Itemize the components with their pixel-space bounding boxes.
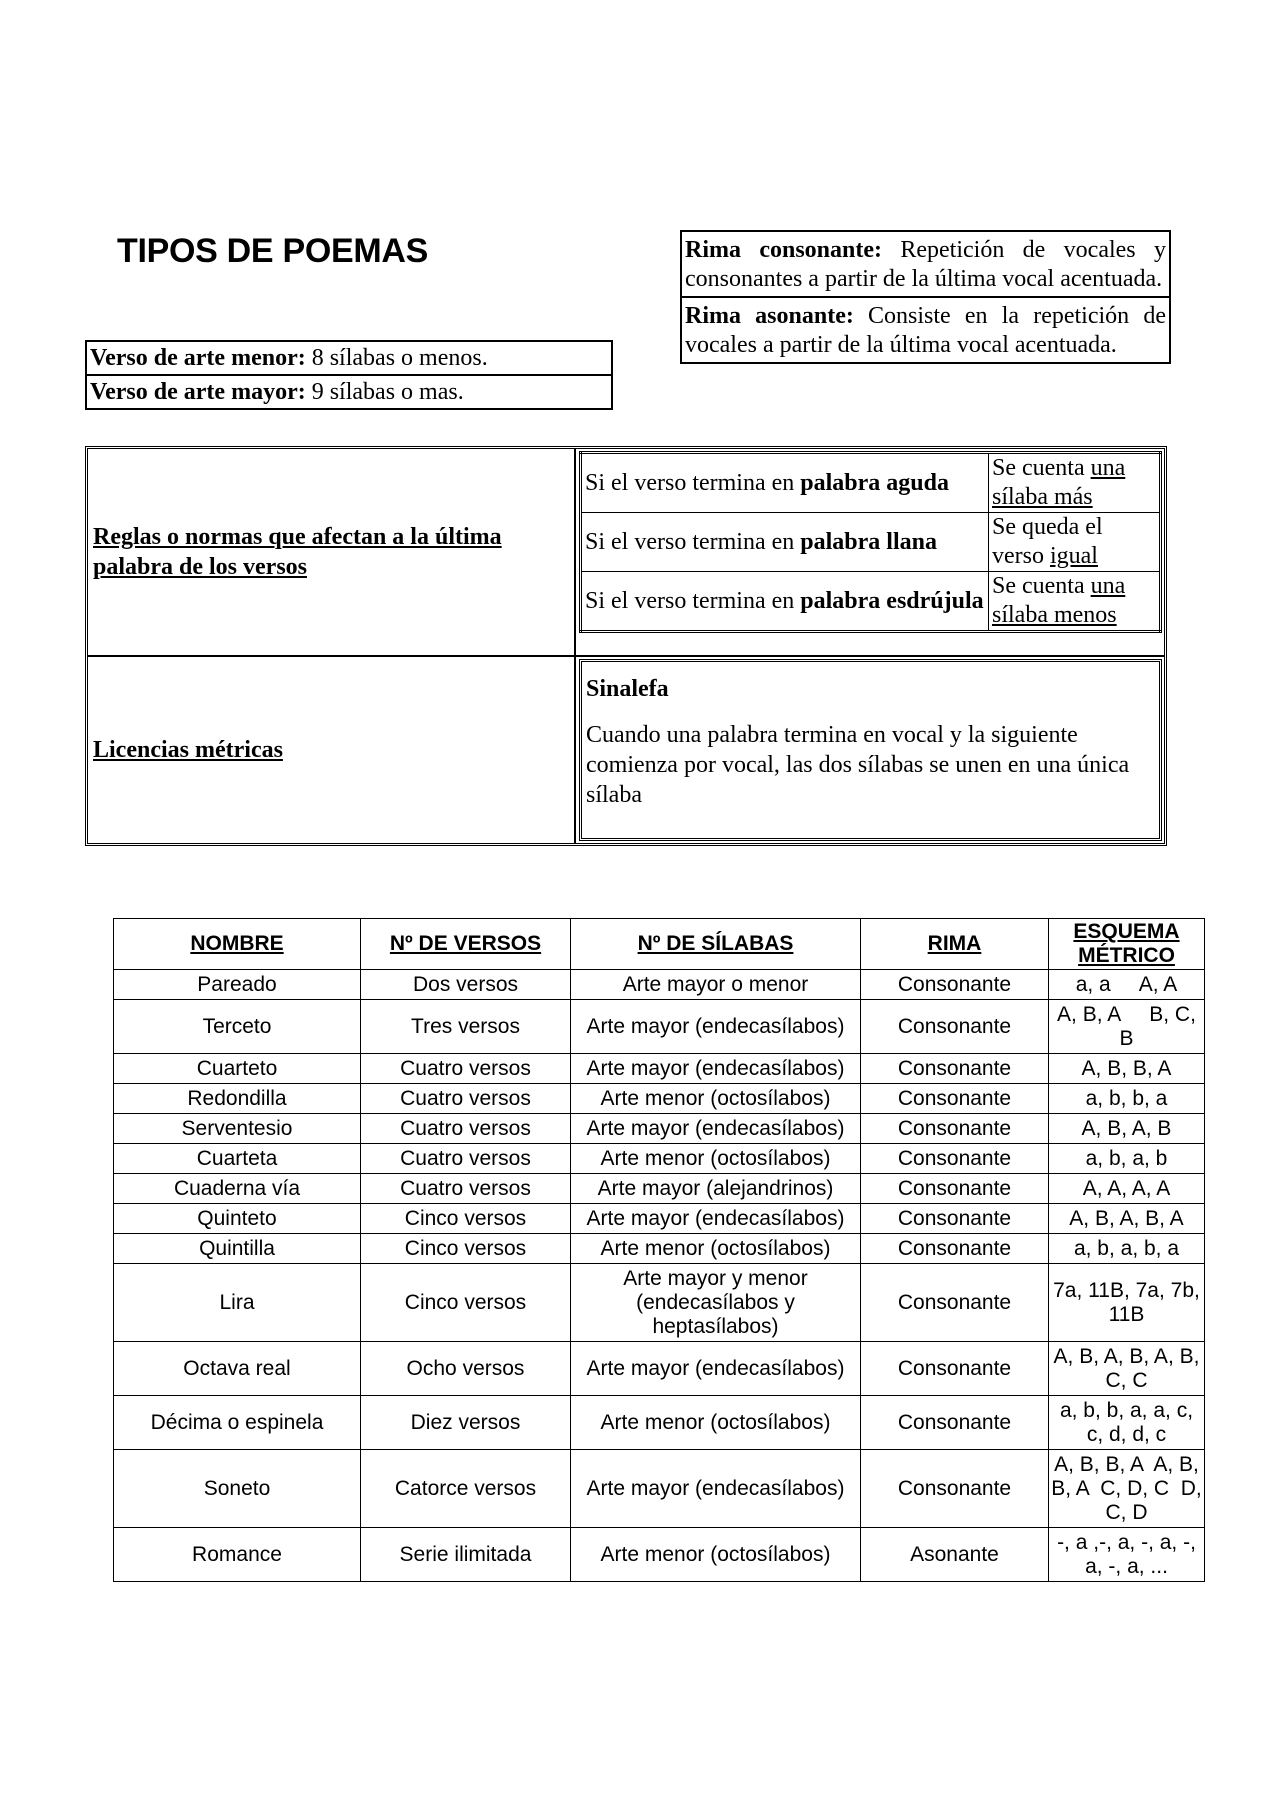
- table-row: [114, 1264, 1205, 1342]
- cell-nombre: Lira: [114, 1264, 361, 1342]
- col-header-rima: RIMA: [861, 919, 1049, 970]
- rule-row: [581, 572, 1161, 632]
- rule-result: Se queda el verso: [992, 514, 1103, 569]
- page-title: TIPOS DE POEMAS: [117, 232, 428, 270]
- rule-result: Se cuenta: [992, 455, 1091, 481]
- table-row: [114, 1450, 1205, 1528]
- cell-nombre: Décima o espinela: [114, 1396, 361, 1450]
- table-row: [114, 1234, 1205, 1264]
- cell-nombre: Romance: [114, 1528, 361, 1582]
- rhyme-text: Consiste en la repetición de vocales a partir de la última vocal acentuada.: [685, 303, 1166, 358]
- rule-word-type: palabra aguda: [800, 469, 949, 496]
- table-row: [114, 970, 1205, 1000]
- rules-subtable: [579, 451, 1162, 633]
- verse-type-label: Verso de arte mayor:: [90, 379, 306, 405]
- rule-row: [581, 513, 1161, 572]
- cell-nombre: Redondilla: [114, 1084, 361, 1114]
- cell-silabas: Arte mayor (endecasílabos): [571, 1000, 861, 1054]
- table-row: [114, 1528, 1205, 1582]
- rhyme-types-box: [680, 230, 1171, 364]
- cell-esquema: A, B, A, B, A: [1049, 1204, 1205, 1234]
- cell-nombre: Quinteto: [114, 1204, 361, 1234]
- cell-versos: Cinco versos: [361, 1204, 571, 1234]
- poem-types-body: [114, 970, 1208, 1582]
- cell-nombre: Serventesio: [114, 1114, 361, 1144]
- cell-silabas: Arte mayor (endecasílabos): [571, 1054, 861, 1084]
- cell-nombre: Pareado: [114, 970, 361, 1000]
- poem-types-table: [113, 918, 1208, 1582]
- cell-versos: Ocho versos: [361, 1342, 571, 1396]
- cell-versos: Cuatro versos: [361, 1174, 571, 1204]
- licenses-heading: Licencias métricas: [93, 737, 283, 763]
- cell-silabas: Arte menor (octosílabos): [571, 1396, 861, 1450]
- table-row: [114, 1000, 1205, 1054]
- cell-versos: Serie ilimitada: [361, 1528, 571, 1582]
- rules-heading: Reglas o normas que afectan a la última palabra de los versos: [93, 524, 502, 580]
- cell-rima: Consonante: [861, 1234, 1049, 1264]
- cell-esquema: A, A, A, A: [1049, 1174, 1205, 1204]
- verse-type-row: [86, 375, 612, 409]
- table-header-row: [114, 919, 1205, 970]
- rule-condition: Si el verso termina en: [585, 528, 801, 555]
- cell-rima: Consonante: [861, 1396, 1049, 1450]
- cell-silabas: Arte mayor o menor: [571, 970, 861, 1000]
- cell-versos: Diez versos: [361, 1396, 571, 1450]
- table-row: [114, 1144, 1205, 1174]
- cell-silabas: Arte mayor (endecasílabos): [571, 1114, 861, 1144]
- cell-versos: Dos versos: [361, 970, 571, 1000]
- cell-esquema: a, a A, A: [1049, 970, 1205, 1000]
- cell-rima: Consonante: [861, 1450, 1049, 1528]
- table-row: [114, 1054, 1205, 1084]
- cell-esquema: A, B, A B, C, B: [1049, 1000, 1205, 1054]
- metric-licenses-row: [88, 657, 1164, 843]
- rule-row: [581, 453, 1161, 513]
- cell-nombre: Cuaderna vía: [114, 1174, 361, 1204]
- verse-type-text: 9 sílabas o mas.: [305, 379, 464, 405]
- rhyme-consonant: [682, 232, 1169, 296]
- rule-condition: Si el verso termina en: [585, 587, 801, 614]
- col-header-nombre: NOMBRE: [114, 919, 361, 970]
- cell-esquema: -, a ,-, a, -, a, -, a, -, a, ...: [1049, 1528, 1205, 1582]
- col-header-esquema: ESQUEMA MÉTRICO: [1049, 919, 1205, 970]
- cell-nombre: Soneto: [114, 1450, 361, 1528]
- cell-silabas: Arte mayor y menor (endecasílabos y heptasílabos): [571, 1264, 861, 1342]
- cell-nombre: Cuarteta: [114, 1144, 361, 1174]
- rule-word-type: palabra llana: [800, 528, 937, 555]
- rule-result-emphasis: una sílaba menos: [992, 573, 1126, 628]
- cell-esquema: A, B, A, B: [1049, 1114, 1205, 1144]
- cell-silabas: Arte mayor (alejandrinos): [571, 1174, 861, 1204]
- cell-rima: Consonante: [861, 1342, 1049, 1396]
- cell-nombre: Octava real: [114, 1342, 361, 1396]
- cell-rima: Consonante: [861, 1204, 1049, 1234]
- cell-rima: Consonante: [861, 1174, 1049, 1204]
- last-word-rules-row: [88, 449, 1164, 657]
- cell-versos: Cinco versos: [361, 1264, 571, 1342]
- table-row: [114, 1204, 1205, 1234]
- cell-silabas: Arte menor (octosílabos): [571, 1234, 861, 1264]
- col-header-silabas: Nº DE SÍLABAS: [571, 919, 861, 970]
- rhyme-assonant: [682, 296, 1169, 362]
- rule-result-emphasis: igual: [1049, 543, 1098, 569]
- cell-esquema: a, b, b, a, a, c, c, d, d, c: [1049, 1396, 1205, 1450]
- table-row: [114, 1084, 1205, 1114]
- cell-rima: Consonante: [861, 1144, 1049, 1174]
- table-row: [114, 1396, 1205, 1450]
- table-row: [114, 1342, 1205, 1396]
- verse-type-row: [86, 341, 612, 375]
- rhyme-label: Rima asonante:: [685, 303, 854, 329]
- cell-esquema: A, B, B, A A, B, B, A C, D, C D, C, D: [1049, 1450, 1205, 1528]
- cell-versos: Catorce versos: [361, 1450, 571, 1528]
- sinalefa-title: Sinalefa: [586, 676, 669, 702]
- cell-rima: Consonante: [861, 1114, 1049, 1144]
- rhyme-text: Repetición de vocales y consonantes a partir de la última vocal acentuada.: [685, 237, 1166, 292]
- cell-rima: Consonante: [861, 1054, 1049, 1084]
- cell-esquema: A, B, A, B, A, B, C, C: [1049, 1342, 1205, 1396]
- cell-esquema: a, b, a, b: [1049, 1144, 1205, 1174]
- cell-esquema: 7a, 11B, 7a, 7b, 11B: [1049, 1264, 1205, 1342]
- cell-versos: Cuatro versos: [361, 1114, 571, 1144]
- rule-result: Se cuenta: [992, 573, 1091, 599]
- table-row: [114, 1114, 1205, 1144]
- verse-type-label: Verso de arte menor:: [90, 345, 306, 371]
- cell-silabas: Arte mayor (endecasílabos): [571, 1204, 861, 1234]
- sinalefa-text: Cuando una palabra termina en vocal y la siguiente comienza por vocal, las dos sílabas se unen en una única sílaba: [586, 722, 1130, 808]
- cell-versos: Cinco versos: [361, 1234, 571, 1264]
- table-row: [114, 1174, 1205, 1204]
- cell-rima: Consonante: [861, 1084, 1049, 1114]
- cell-versos: Cuatro versos: [361, 1084, 571, 1114]
- rules-table: [85, 446, 1167, 846]
- cell-silabas: Arte menor (octosílabos): [571, 1528, 861, 1582]
- cell-silabas: Arte menor (octosílabos): [571, 1144, 861, 1174]
- cell-rima: Consonante: [861, 970, 1049, 1000]
- cell-versos: Cuatro versos: [361, 1054, 571, 1084]
- cell-silabas: Arte mayor (endecasílabos): [571, 1342, 861, 1396]
- cell-silabas: Arte menor (octosílabos): [571, 1084, 861, 1114]
- cell-rima: Consonante: [861, 1000, 1049, 1054]
- cell-versos: Tres versos: [361, 1000, 571, 1054]
- rule-word-type: palabra esdrújula: [800, 587, 984, 614]
- cell-esquema: A, B, B, A: [1049, 1054, 1205, 1084]
- verse-type-text: 8 sílabas o menos.: [305, 345, 488, 371]
- cell-esquema: a, b, b, a: [1049, 1084, 1205, 1114]
- sinalefa-box: [579, 659, 1162, 841]
- cell-rima: Consonante: [861, 1264, 1049, 1342]
- cell-esquema: a, b, a, b, a: [1049, 1234, 1205, 1264]
- cell-silabas: Arte mayor (endecasílabos): [571, 1450, 861, 1528]
- verse-types-table: [85, 340, 613, 410]
- cell-versos: Cuatro versos: [361, 1144, 571, 1174]
- cell-rima: Asonante: [861, 1528, 1049, 1582]
- rule-condition: Si el verso termina en: [585, 469, 801, 496]
- col-header-versos: Nº DE VERSOS: [361, 919, 571, 970]
- rhyme-label: Rima consonante:: [685, 237, 883, 263]
- rule-result-emphasis: una sílaba más: [992, 455, 1126, 510]
- cell-nombre: Cuarteto: [114, 1054, 361, 1084]
- cell-nombre: Terceto: [114, 1000, 361, 1054]
- cell-nombre: Quintilla: [114, 1234, 361, 1264]
